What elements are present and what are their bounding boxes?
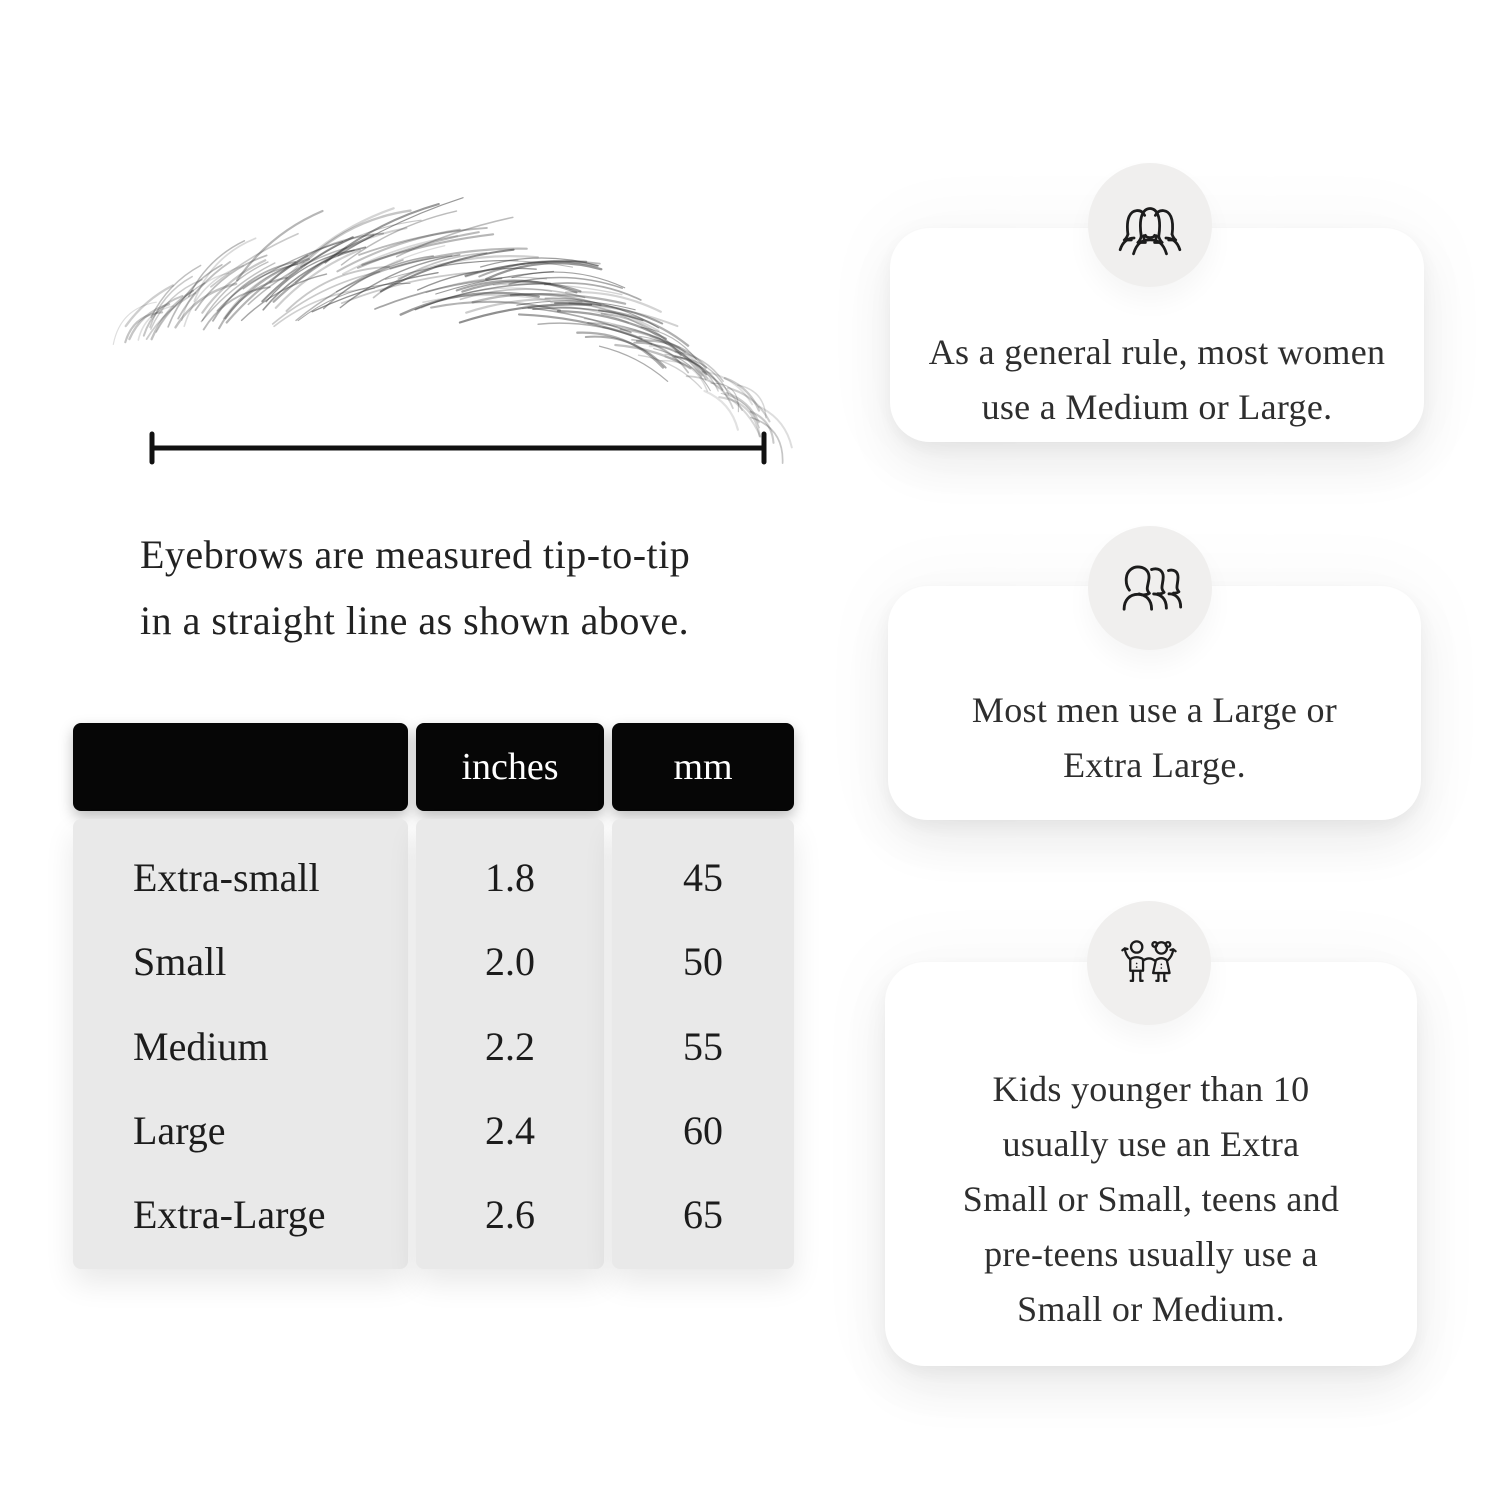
card-text-line: Most men use a Large or — [971, 690, 1338, 730]
men-icon — [1113, 556, 1187, 620]
women-icon-badge — [1088, 163, 1212, 287]
inches-value: 2.0 — [485, 939, 535, 985]
mm-value: 60 — [683, 1107, 723, 1153]
kids-icon-badge — [1087, 901, 1211, 1025]
size-table-body-inches — [416, 819, 604, 1269]
size-table — [73, 723, 794, 1269]
card-text-line: Small or Small, teens and — [962, 1179, 1340, 1219]
kids-icon — [1117, 932, 1181, 994]
measurement-line — [146, 432, 770, 464]
size-label: Small — [133, 939, 227, 985]
size-label: Medium — [133, 1023, 269, 1069]
women-icon — [1114, 193, 1186, 257]
eyebrow-sketch-svg — [118, 242, 763, 427]
card-text-line: use a Medium or Large. — [981, 387, 1333, 427]
inches-value: 2.6 — [485, 1192, 535, 1238]
card-text-line: pre-teens usually use a — [984, 1234, 1318, 1274]
size-table-body-mm — [612, 819, 794, 1269]
measurement-caption — [140, 522, 800, 654]
mm-value: 55 — [683, 1023, 723, 1069]
inches-value: 2.2 — [485, 1023, 535, 1069]
inches-value: 2.4 — [485, 1107, 535, 1153]
inches-value: 1.8 — [485, 854, 535, 900]
eyebrow-illustration — [118, 242, 763, 427]
size-table-header-mm: mm — [612, 723, 794, 811]
size-label: Large — [133, 1107, 226, 1153]
card-text-line: As a general rule, most women — [928, 332, 1386, 372]
card-text-line: Extra Large. — [1063, 745, 1246, 785]
size-table-header-inches: inches — [416, 723, 604, 811]
size-table-column-inches — [416, 723, 604, 1269]
men-icon-badge — [1088, 526, 1212, 650]
size-table-header-blank — [73, 723, 408, 811]
size-label: Extra-small — [133, 854, 320, 900]
card-text-line: Kids younger than 10 — [992, 1069, 1310, 1109]
men-sizing-text — [972, 683, 1337, 793]
card-text-line: usually use an Extra — [1002, 1124, 1300, 1164]
kids-sizing-text — [963, 1062, 1339, 1337]
size-table-column-sizes — [73, 723, 408, 1269]
size-label: Extra-Large — [133, 1192, 326, 1238]
women-sizing-text — [929, 325, 1386, 435]
mm-value: 45 — [683, 854, 723, 900]
caption-line-1: Eyebrows are measured tip-to-tip — [140, 532, 691, 577]
card-text-line: Small or Medium. — [1017, 1289, 1285, 1329]
mm-value: 50 — [683, 939, 723, 985]
mm-value: 65 — [683, 1192, 723, 1238]
size-table-body-sizes — [73, 819, 408, 1269]
caption-line-2: in a straight line as shown above. — [140, 598, 690, 643]
size-table-column-mm — [612, 723, 794, 1269]
